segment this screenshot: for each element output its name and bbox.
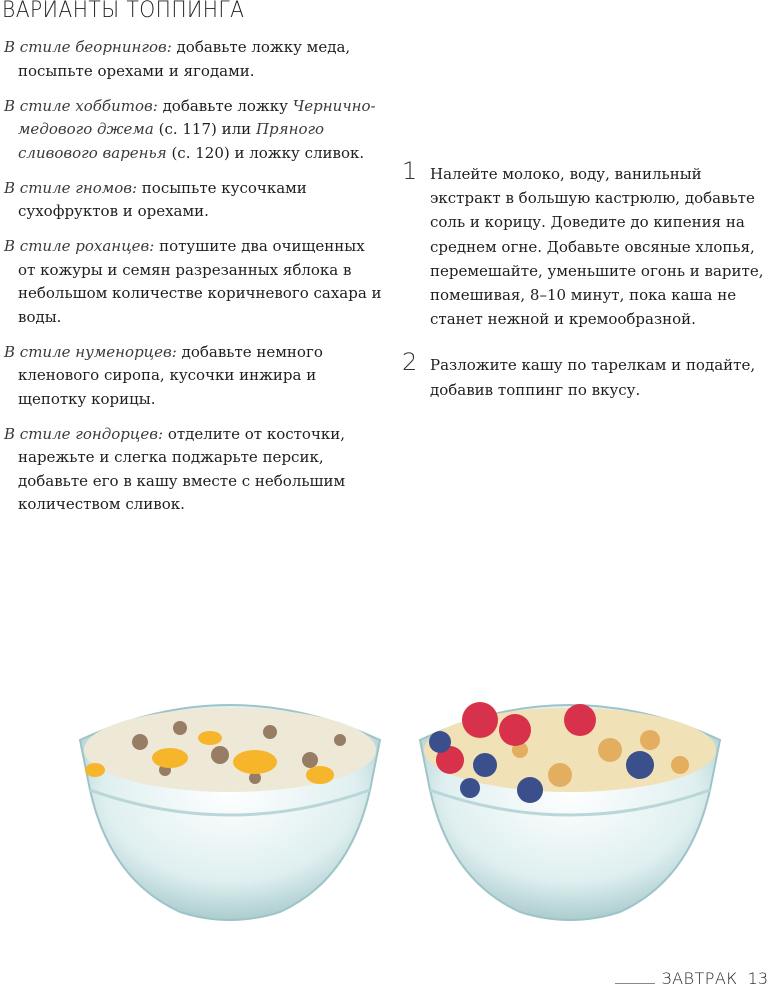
bowl-berries <box>420 702 720 920</box>
recipe-reference: Чернично-медового джема <box>18 96 376 138</box>
variant-text: добавьте немного кленового сиропа, кусочки инжира и щепотку корицы. <box>18 342 323 408</box>
variant-dwarf <box>4 177 384 224</box>
step-text: Налейте молоко, воду, ванильный экстракт в большую кастрюлю, добавьте соль и корицу. Доведите до кипения на среднем огне. Добавьте овсяные хлопья, перемешайте, уменьшите огонь и варите, помешивая, 8–10 минут, пока каша не станет нежной и кремообразной. <box>430 165 764 329</box>
variant-text: добавьте ложку <box>162 96 288 115</box>
variant-text: отделите от косточки, нарежьте и слегка поджарьте персик, добавьте его в кашу вместе с небольшим количеством сливок. <box>18 424 346 513</box>
page-footer <box>615 969 768 988</box>
recipe-steps <box>402 157 774 424</box>
step-1 <box>402 157 774 331</box>
step-2 <box>402 348 774 401</box>
variant-text: потушите два очищенных от кожуры и семян разрезанных яблока в небольшом количестве коричневого сахара и воды. <box>18 237 382 326</box>
variant-label: В стиле хоббитов: <box>4 96 158 115</box>
variant-hobbit <box>4 95 384 166</box>
variant-label: В стиле гондорцев: <box>4 424 164 443</box>
step-number: 1 <box>402 157 418 185</box>
recipe-reference: Пряного сливового варенья <box>18 120 325 162</box>
variant-gondor <box>4 423 384 517</box>
variant-text: добавьте ложку меда, посыпьте орехами и ягодами. <box>18 38 351 80</box>
porridge-bowls-illustration <box>70 680 730 930</box>
footer-rule <box>615 971 655 984</box>
variant-text: (с. 117) или <box>158 120 252 138</box>
variant-text: (с. 120) и ложку сливок. <box>171 143 365 162</box>
variant-beorning <box>4 36 384 83</box>
topping-variants <box>4 36 384 528</box>
page-number: 13 <box>747 969 768 988</box>
variant-label: В стиле гномов: <box>4 178 138 197</box>
step-text: Разложите кашу по тарелкам и подайте, добавив топпинг по вкусу. <box>430 356 756 399</box>
bowl-peach <box>80 705 380 920</box>
variant-rohan <box>4 235 384 329</box>
variant-label: В стиле беорнингов: <box>4 38 172 56</box>
variant-text: посыпьте кусочками сухофруктов и орехами. <box>18 178 307 220</box>
variant-numenor <box>4 341 384 412</box>
page-title: ВАРИАНТЫ ТОППИНГА <box>2 0 245 23</box>
variant-label: В стиле роханцев: <box>4 237 155 255</box>
section-name: ЗАВТРАК <box>661 969 738 988</box>
step-number: 2 <box>402 348 418 377</box>
variant-label: В стиле нуменорцев: <box>4 342 177 361</box>
